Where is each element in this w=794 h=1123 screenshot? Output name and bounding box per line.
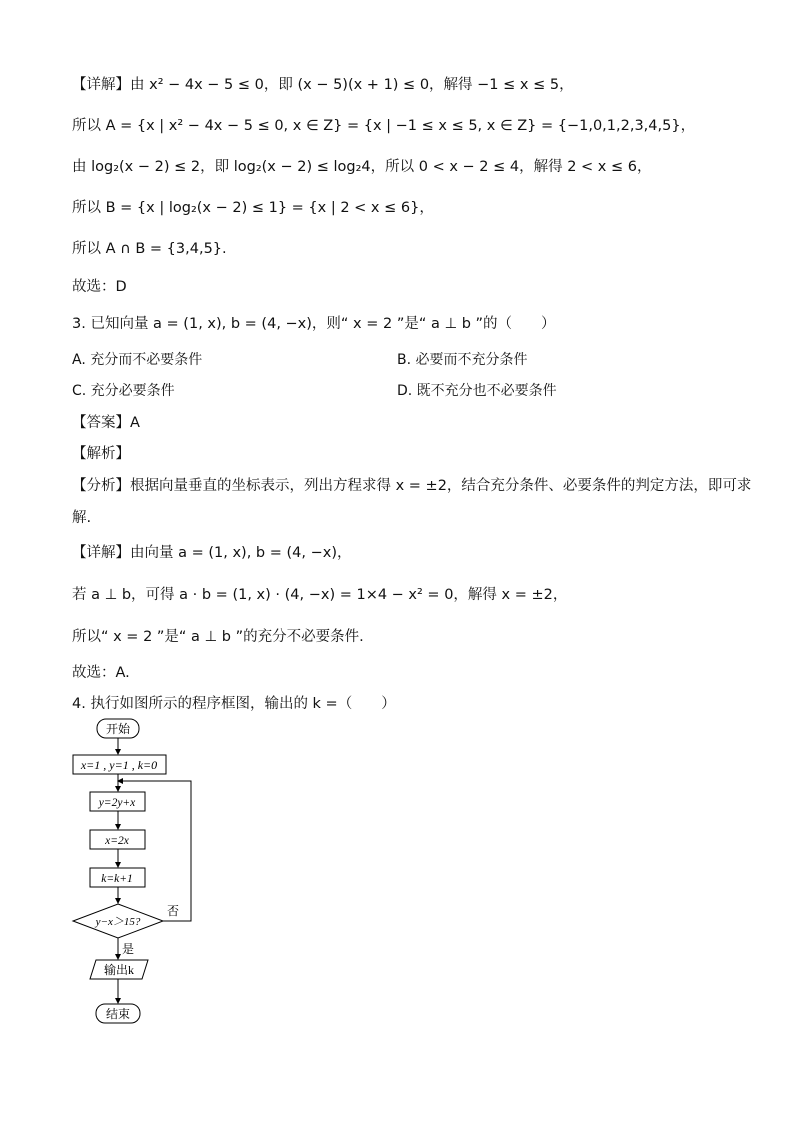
detail-q3-line-2: 若 a ⊥ b，可得 a · b = (1, x) · (4, −x) = 1×4 − x² = 0，解得 x = ±2， <box>72 587 568 603</box>
detail-line-5: 所以 A ∩ B = {3,4,5}. <box>72 241 227 257</box>
answer-choice-line: 故选：D <box>72 279 127 295</box>
flow-no-label: 否 <box>167 904 180 918</box>
answer-label: 【答案】A <box>72 415 140 431</box>
flow-decision-label: y−x＞15? <box>95 916 141 928</box>
option-d: D. 既不充分也不必要条件 <box>397 383 557 399</box>
fenxi-line-1: 【分析】根据向量垂直的坐标表示，列出方程求得 x = ±2，结合充分条件、必要条件的判定方法，即可求 <box>72 478 752 494</box>
question-3-stem: 3. 已知向量 a = (1, x), b = (4, −x)，则“ x = 2 ”是“ a ⊥ b ”的（ ） <box>72 316 556 332</box>
analysis-label: 【解析】 <box>72 446 130 462</box>
flow-step-k-label: k=k+1 <box>101 873 133 885</box>
option-b: B. 必要而不充分条件 <box>397 352 528 368</box>
question-4-stem: 4. 执行如图所示的程序框图，输出的 k =（ ） <box>72 696 396 712</box>
detail-q3-line-3: 所以“ x = 2 ”是“ a ⊥ b ”的充分不必要条件. <box>72 629 364 645</box>
detail-q3-line-4: 故选：A. <box>72 665 130 681</box>
flow-step-x-label: x=2x <box>105 835 129 847</box>
flow-init-label: x=1 , y=1 , k=0 <box>80 758 158 772</box>
detail-line-1: 【详解】由 x² − 4x − 5 ≤ 0，即 (x − 5)(x + 1) ≤ 0，解得 −1 ≤ x ≤ 5， <box>72 77 574 93</box>
flow-end-label: 结束 <box>105 1007 131 1021</box>
flow-step-y-label: y=2y+x <box>98 797 136 809</box>
flow-start-label: 开始 <box>105 722 131 736</box>
detail-line-4: 所以 B = {x | log₂(x − 2) ≤ 1} = {x | 2 < x ≤ 6}， <box>72 200 434 216</box>
fenxi-line-2: 解. <box>72 510 92 526</box>
program-flowchart <box>60 715 210 1030</box>
detail-q3-line-1: 【详解】由向量 a = (1, x), b = (4, −x)， <box>72 545 352 561</box>
option-c: C. 充分必要条件 <box>72 383 175 399</box>
flow-output-label: 输出k <box>103 963 135 977</box>
detail-line-3: 由 log₂(x − 2) ≤ 2，即 log₂(x − 2) ≤ log₂4，所以 0 < x − 2 ≤ 4，解得 2 < x ≤ 6， <box>72 159 652 175</box>
detail-line-2: 所以 A = {x | x² − 4x − 5 ≤ 0, x ∈ Z} = {x | −1 ≤ x ≤ 5, x ∈ Z} = {−1,0,1,2,3,4,5}， <box>72 118 696 134</box>
option-a: A. 充分而不必要条件 <box>72 352 203 368</box>
flow-yes-label: 是 <box>122 942 135 956</box>
